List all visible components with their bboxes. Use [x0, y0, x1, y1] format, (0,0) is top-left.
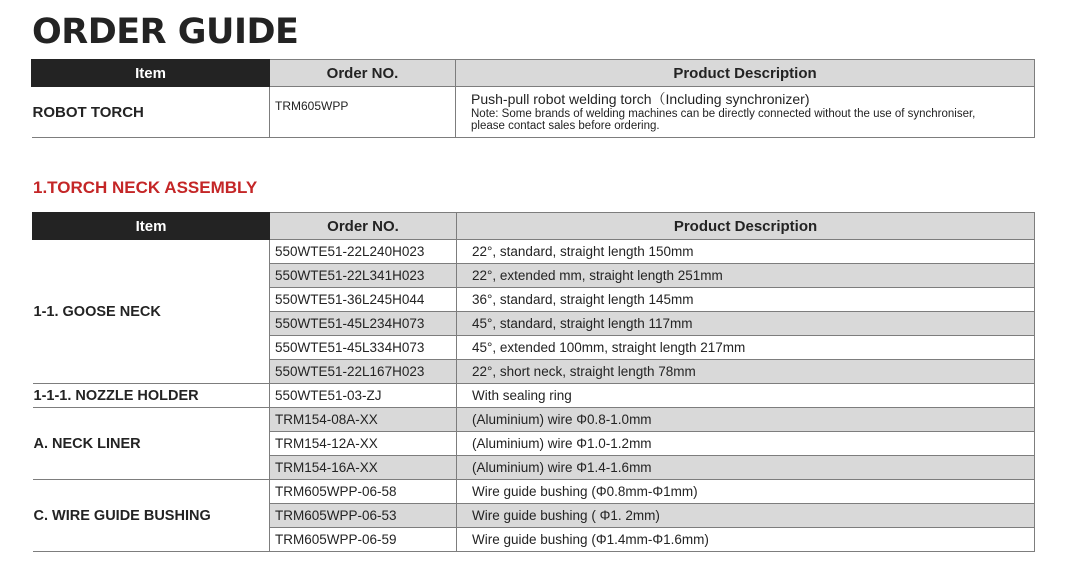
order-number: TRM154-08A-XX: [270, 408, 457, 432]
header-item: Item: [33, 213, 270, 240]
order-number: TRM605WPP: [270, 87, 456, 138]
table-row: [33, 384, 1035, 408]
neck-table-header: [33, 213, 1035, 240]
product-description: (Aluminium) wire Φ1.0-1.2mm: [457, 432, 1035, 456]
item-name: ROBOT TORCH: [32, 87, 270, 138]
order-number: TRM154-12A-XX: [270, 432, 457, 456]
order-number: 550WTE51-22L240H023: [270, 240, 457, 264]
order-number: 550WTE51-36L245H044: [270, 288, 457, 312]
product-description: (Aluminium) wire Φ0.8-1.0mm: [457, 408, 1035, 432]
product-description: 45°, extended 100mm, straight length 217mm: [457, 336, 1035, 360]
product-description: (Aluminium) wire Φ1.4-1.6mm: [457, 456, 1035, 480]
product-description: 36°, standard, straight length 145mm: [457, 288, 1035, 312]
order-number: 550WTE51-45L234H073: [270, 312, 457, 336]
order-table: [31, 59, 1035, 138]
description-text: Push-pull robot welding torch（Including synchronizer): [471, 91, 810, 107]
header-order-no: Order NO.: [270, 60, 456, 87]
product-description: 22°, standard, straight length 150mm: [457, 240, 1035, 264]
table-row: [33, 240, 1035, 264]
order-number: 550WTE51-03-ZJ: [270, 384, 457, 408]
product-description: Wire guide bushing ( Φ1. 2mm): [457, 504, 1035, 528]
order-number: TRM154-16A-XX: [270, 456, 457, 480]
product-description: Wire guide bushing (Φ1.4mm-Φ1.6mm): [457, 528, 1035, 552]
product-description: 22°, extended mm, straight length 251mm: [457, 264, 1035, 288]
table-row: [33, 408, 1035, 432]
page-title: ORDER GUIDE: [32, 12, 299, 52]
item-name: 1-1-1. NOZZLE HOLDER: [33, 384, 270, 408]
neck-table-body: [33, 240, 1035, 552]
table-row: [33, 480, 1035, 504]
order-number: 550WTE51-45L334H073: [270, 336, 457, 360]
header-order-no: Order NO.: [270, 213, 457, 240]
item-name: C. WIRE GUIDE BUSHING: [33, 480, 270, 552]
table-row: [32, 87, 1035, 138]
neck-assembly-table: [32, 212, 1035, 552]
note-line-1: Note: Some brands of welding machines can be directly connected without the use of synchroniser,: [471, 108, 976, 120]
item-name: 1-1. GOOSE NECK: [33, 240, 270, 384]
order-number: 550WTE51-22L167H023: [270, 360, 457, 384]
product-description: [456, 87, 1035, 138]
product-description: With sealing ring: [457, 384, 1035, 408]
header-item: Item: [32, 60, 270, 87]
header-description: Product Description: [457, 213, 1035, 240]
order-number: TRM605WPP-06-59: [270, 528, 457, 552]
header-description: Product Description: [456, 60, 1035, 87]
order-number: TRM605WPP-06-53: [270, 504, 457, 528]
product-description: 22°, short neck, straight length 78mm: [457, 360, 1035, 384]
product-description: 45°, standard, straight length 117mm: [457, 312, 1035, 336]
product-description: Wire guide bushing (Φ0.8mm-Φ1mm): [457, 480, 1035, 504]
item-name: A. NECK LINER: [33, 408, 270, 480]
note-line-2: please contact sales before ordering.: [471, 120, 660, 132]
order-number: 550WTE51-22L341H023: [270, 264, 457, 288]
section-title: 1.TORCH NECK ASSEMBLY: [33, 178, 258, 197]
order-table-header: [32, 60, 1035, 87]
order-number: TRM605WPP-06-58: [270, 480, 457, 504]
